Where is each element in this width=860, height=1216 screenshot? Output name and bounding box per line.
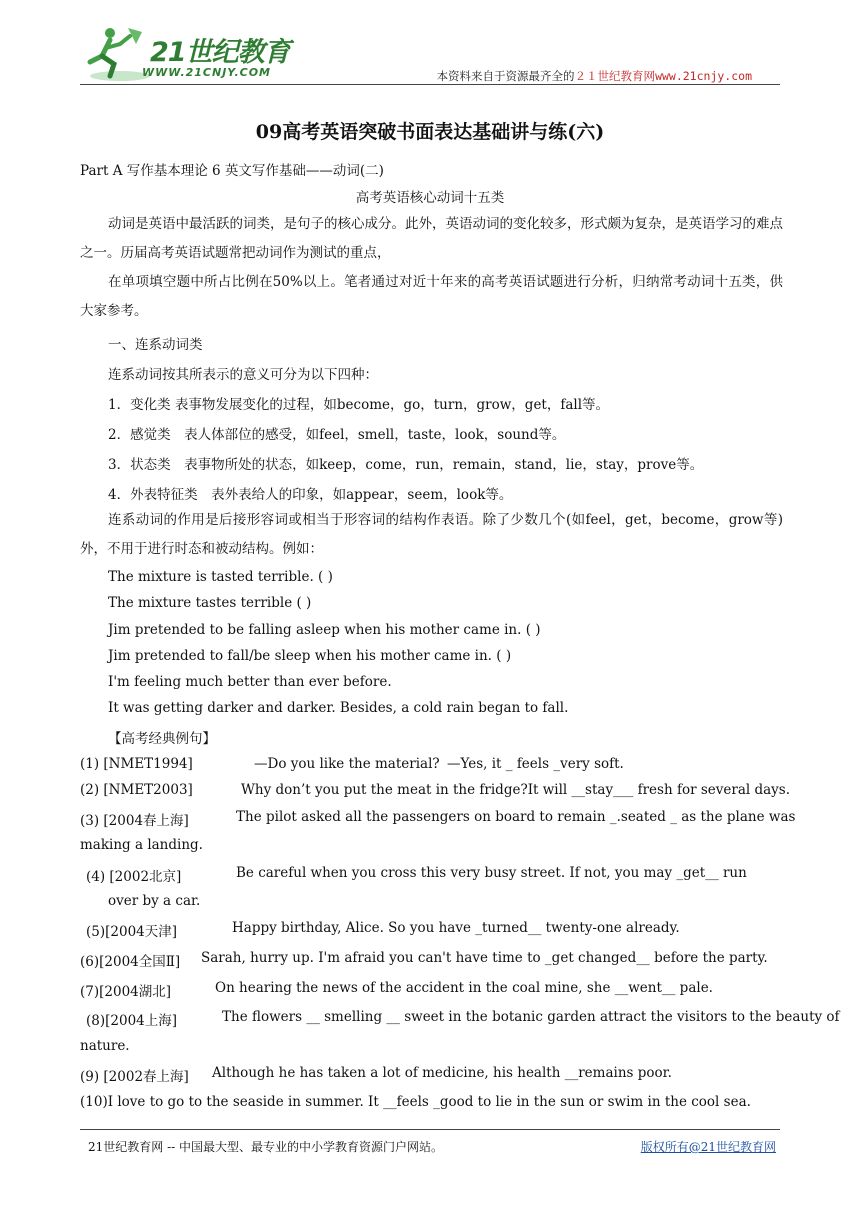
question-label: (7)[2004湖北] [80,984,172,1000]
kind-item: 1．变化类 表事物发展变化的过程，如become，go，turn，grow，get，fall等。 [108,397,610,413]
example-sentence: Jim pretended to fall/be sleep when his mother came in. ( ) [108,648,512,664]
question-text: Be careful when you cross this very busy street. If not, you may _get__ run [236,865,747,881]
logo-text: 21世纪教育 [150,37,290,68]
classic-heading: 【高考经典例句】 [108,731,216,747]
question-text: On hearing the news of the accident in the coal mine, she __went__ pale. [215,980,713,996]
footer-divider [80,1129,780,1130]
runner-logo-icon [80,24,150,84]
question-label: (9) [2002春上海] [80,1069,189,1085]
example-sentence: The mixture tastes terrible ( ) [108,595,312,611]
source-site-link[interactable]: ２１世纪教育网 [574,69,656,83]
question-label: (4) [2002北京] [86,869,182,885]
question-text: —Yes, it _ feels _very soft. [447,756,624,772]
question-text-continued: making a landing. [80,837,203,853]
question-label: (2) [NMET2003] [80,782,193,798]
example-sentence: The mixture is tasted terrible. ( ) [108,569,333,585]
section-heading: 一、连系动词类 [108,337,203,353]
question-text-continued: over by a car. [108,893,201,909]
footer-copyright-link[interactable]: 版权所有@21世纪教育网 [640,1140,776,1154]
question-label: (3) [2004春上海] [80,813,189,829]
usage-paragraph: 连系动词的作用是后接形容词或相当于形容词的结构作表语。除了少数几个(如feel，get，become，grow等)外，不用于进行时态和被动结构。例如： [80,512,783,557]
section-intro: 连系动词按其所表示的意义可分为以下四种： [108,367,378,383]
question-text: Happy birthday, Alice. So you have _turned__ twenty-one already. [232,920,680,936]
page-header [80,22,780,84]
question-text: The flowers __ smelling __ sweet in the botanic garden attract the visitors to the beauty of [222,1009,840,1025]
question-label: (5)[2004天津] [86,924,178,940]
intro-paragraph-1: 动词是英语中最活跃的词类，是句子的核心成分。此外，英语动词的变化较多，形式颇为复杂，是英语学习的难点之一。历届高考英语试题常把动词作为测试的重点， [80,216,783,261]
logo-url: WWW.21CNJY.COM [142,66,271,79]
question-text: The pilot asked all the passengers on board to remain _.seated _ as the plane was [236,809,796,825]
footer-tagline: 21世纪教育网 -- 中国最大型、最专业的中小学教育资源门户网站。 [88,1140,444,1154]
site-logo[interactable] [80,22,300,84]
question-text: Sarah, hurry up. I'm afraid you can't have time to _get changed__ before the party. [201,950,768,966]
question-text-continued: nature. [80,1038,130,1054]
document-title: 09高考英语突破书面表达基础讲与练(六) [255,121,605,143]
question-label: (1) [NMET1994] [80,756,193,772]
example-sentence: It was getting darker and darker. Besides, a cold rain began to fall. [108,700,569,716]
example-sentence: I'm feeling much better than ever before. [108,674,392,690]
question-text: (10)I love to go to the seaside in summer. It __feels _good to lie in the sun or swim in the cool sea. [80,1094,751,1110]
question-label: (8)[2004上海] [86,1013,178,1029]
header-source [437,68,752,84]
question-text: —Do you like the material? [254,756,440,772]
kind-item: 2．感觉类 表人体部位的感受，如feel，smell，taste，look，sound等。 [108,427,566,443]
kind-item: 4．外表特征类 表外表给人的印象，如appear，seem，look等。 [108,487,513,503]
subtitle: 高考英语核心动词十五类 [355,190,505,206]
source-prefix: 本资料来自于资源最齐全的 [436,69,575,83]
source-url-link[interactable]: www.21cnjy.com [655,69,752,83]
intro-paragraph-2: 在单项填空题中所占比例在50%以上。笔者通过对近十年来的高考英语试题进行分析，归纳常考动词十五类，供大家参考。 [80,274,783,319]
question-label: (6)[2004全国Ⅱ] [80,954,181,970]
question-text: Why don’t you put the meat in the fridge?It will __stay___ fresh for several days. [241,782,791,798]
part-a-heading: Part A 写作基本理论 6 英文写作基础——动词(二) [80,163,384,179]
question-text: Although he has taken a lot of medicine, his health __remains poor. [212,1065,672,1081]
example-sentence: Jim pretended to be falling asleep when his mother came in. ( ) [108,622,541,638]
kind-item: 3．状态类 表事物所处的状态，如keep，come，run，remain，stand，lie，stay，prove等。 [108,457,704,473]
header-divider [80,84,780,85]
